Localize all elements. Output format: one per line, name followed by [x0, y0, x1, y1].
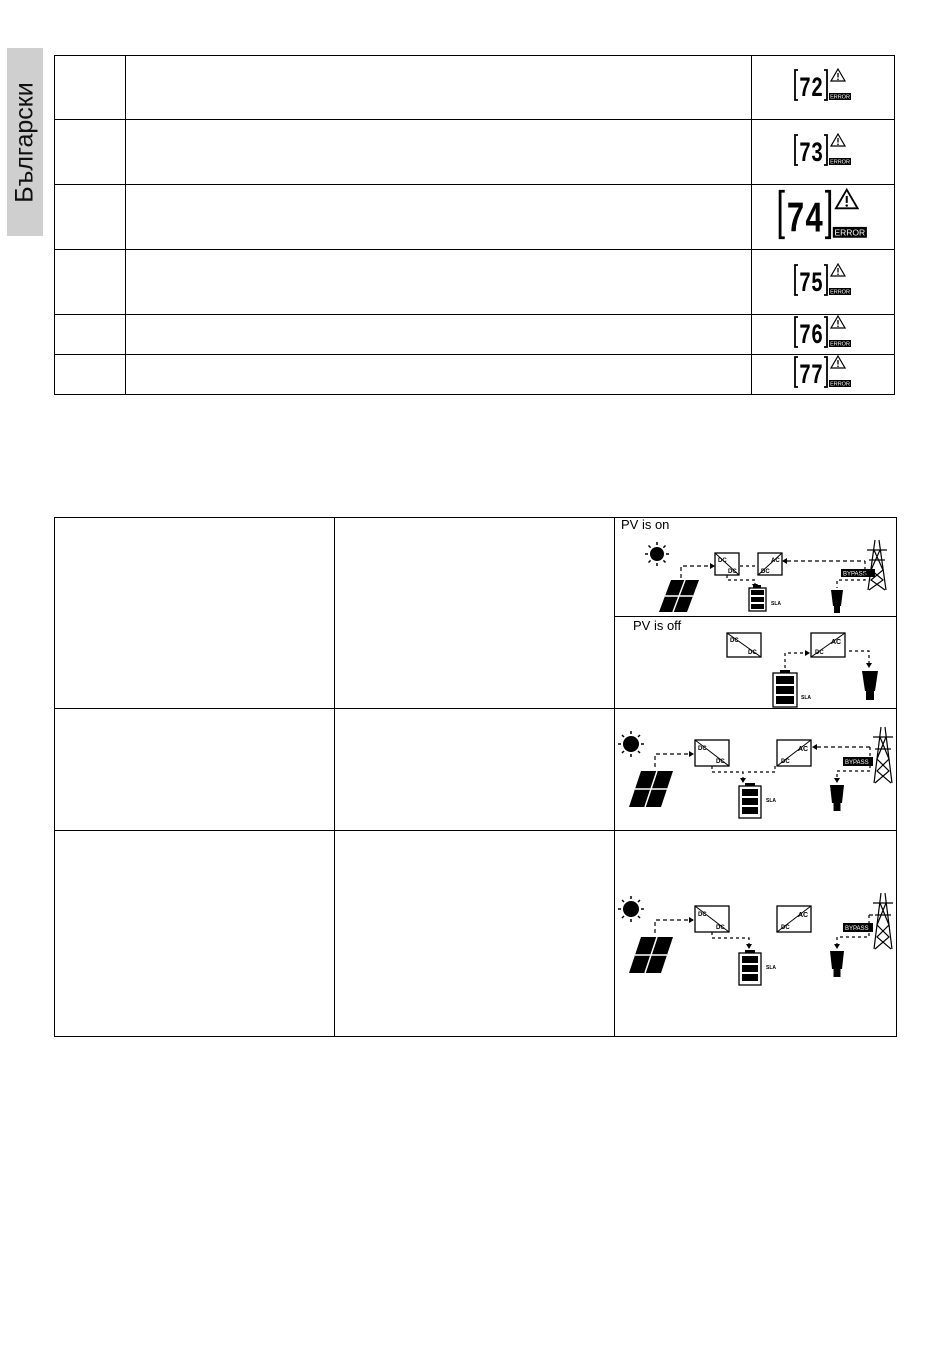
inverter-icon	[777, 740, 811, 766]
fault-description-cell	[125, 355, 751, 395]
language-tab-label: Български	[10, 81, 39, 203]
svg-text:DC: DC	[761, 569, 770, 575]
mode-row-2-col-1	[55, 709, 335, 831]
svg-text:DC: DC	[698, 746, 707, 752]
mode-row-1-col-2	[335, 518, 615, 709]
mode-row-3-diagram-cell	[615, 831, 897, 1037]
svg-text:AC: AC	[771, 558, 780, 564]
warning-icon	[831, 264, 845, 276]
svg-text:BYPASS: BYPASS	[845, 926, 869, 932]
inverter-icon	[811, 633, 845, 657]
mode-2-diagram	[615, 709, 896, 829]
svg-text:AC: AC	[798, 912, 809, 919]
solar-panel-icon	[629, 771, 673, 807]
fault-table-row	[55, 355, 895, 395]
fault-description-cell	[125, 250, 751, 315]
error-badge-label: ERROR	[830, 159, 850, 166]
mode-row-1-diagram-cell	[615, 518, 897, 709]
mode-row-1-col-1	[55, 518, 335, 709]
mode-row-3-col-2	[335, 831, 615, 1037]
mode-row-2-col-2	[335, 709, 615, 831]
light-bulb-icon	[831, 590, 843, 613]
svg-text:DC: DC	[748, 650, 757, 656]
inverter-icon	[758, 553, 782, 575]
dc-dc-converter-icon	[695, 906, 729, 932]
lcd-error-code: 73	[799, 138, 824, 167]
svg-text:DC: DC	[728, 569, 737, 575]
language-tab	[7, 48, 43, 236]
svg-text:BYPASS: BYPASS	[845, 760, 869, 766]
error-badge-label: ERROR	[830, 289, 850, 296]
fault-table-row	[55, 120, 895, 185]
fault-code-cell	[55, 355, 126, 395]
power-tower-icon	[867, 540, 887, 590]
mode-row-3	[55, 831, 897, 1037]
mode-row-2-diagram-cell	[615, 709, 897, 831]
lcd-error-display-cell	[752, 185, 895, 250]
fault-table-row	[55, 315, 895, 355]
sun-icon	[645, 542, 669, 566]
lcd-error-display-cell	[752, 250, 895, 315]
svg-text:DC: DC	[716, 925, 725, 931]
battery-icon	[749, 585, 781, 611]
pv-off-label: PV is off	[633, 618, 682, 633]
svg-text:DC: DC	[730, 638, 739, 644]
lcd-error-code-display	[793, 263, 853, 297]
lcd-error-code: 77	[799, 361, 824, 389]
mode-row-1	[55, 518, 897, 709]
mode-3-diagram	[615, 831, 896, 1035]
lcd-error-code-display	[793, 315, 853, 349]
solar-panel-icon	[629, 937, 673, 973]
battery-icon	[739, 783, 776, 818]
svg-text:BYPASS: BYPASS	[843, 571, 867, 578]
fault-code-cell	[55, 250, 126, 315]
dc-dc-converter-icon	[715, 553, 739, 575]
warning-icon	[835, 190, 857, 209]
svg-text:DC: DC	[815, 650, 824, 656]
warning-icon	[831, 316, 845, 328]
light-bulb-icon	[862, 671, 878, 700]
lcd-error-code-display	[793, 68, 853, 102]
lcd-error-code-display	[793, 355, 853, 389]
fault-code-cell	[55, 185, 126, 250]
fault-code-cell	[55, 56, 126, 120]
pv-on-diagram	[615, 518, 896, 616]
dc-dc-converter-icon	[727, 633, 761, 657]
power-tower-icon	[873, 893, 893, 949]
svg-text:SLA: SLA	[771, 601, 781, 607]
fault-code-cell	[55, 120, 126, 185]
lcd-error-display-cell	[752, 315, 895, 355]
dc-dc-converter-icon	[695, 740, 729, 766]
warning-icon	[831, 69, 845, 81]
svg-text:SLA: SLA	[801, 695, 811, 701]
fault-table-row	[55, 56, 895, 120]
lcd-error-display-cell	[752, 355, 895, 395]
fault-description-cell	[125, 315, 751, 355]
sun-icon	[618, 731, 644, 757]
svg-text:DC: DC	[716, 759, 725, 765]
lcd-error-code: 74	[785, 196, 824, 241]
power-tower-icon	[873, 727, 893, 783]
error-badge-label: ERROR	[830, 94, 850, 101]
svg-text:AC: AC	[798, 746, 809, 753]
battery-icon	[773, 670, 811, 707]
lcd-error-code: 72	[799, 74, 824, 102]
battery-icon	[739, 950, 776, 985]
light-bulb-icon	[830, 785, 844, 811]
fault-table-row	[55, 250, 895, 315]
svg-text:DC: DC	[698, 912, 707, 918]
fault-description-cell	[125, 120, 751, 185]
svg-text:DC: DC	[781, 925, 790, 931]
lcd-error-code: 76	[799, 321, 824, 349]
error-badge-label: ERROR	[830, 341, 850, 348]
svg-text:SLA: SLA	[766, 798, 776, 804]
pv-on-label: PV is on	[621, 517, 670, 532]
fault-description-cell	[125, 56, 751, 120]
inverter-icon	[777, 906, 811, 932]
svg-text:DC: DC	[781, 759, 790, 765]
fault-code-cell	[55, 315, 126, 355]
error-badge-label: ERROR	[834, 227, 865, 238]
svg-text:SLA: SLA	[766, 965, 776, 971]
light-bulb-icon	[830, 951, 844, 977]
warning-icon	[831, 356, 845, 368]
error-badge-label: ERROR	[830, 381, 850, 388]
lcd-error-code-display	[793, 133, 853, 167]
lcd-error-code-display	[777, 188, 870, 241]
operating-mode-table	[54, 517, 897, 1037]
fault-description-cell	[125, 185, 751, 250]
fault-table-row	[55, 185, 895, 250]
warning-icon	[831, 134, 845, 146]
lcd-error-display-cell	[752, 120, 895, 185]
svg-text:AC: AC	[831, 639, 842, 646]
sun-icon	[618, 896, 644, 922]
pv-off-panel	[615, 616, 896, 708]
lcd-error-code: 75	[799, 268, 824, 297]
solar-panel-icon	[659, 580, 699, 612]
fault-code-table	[54, 55, 895, 395]
pv-on-panel	[615, 518, 896, 616]
mode-row-3-col-1	[55, 831, 335, 1037]
lcd-error-display-cell	[752, 56, 895, 120]
svg-text:DC: DC	[718, 558, 727, 564]
mode-row-2	[55, 709, 897, 831]
